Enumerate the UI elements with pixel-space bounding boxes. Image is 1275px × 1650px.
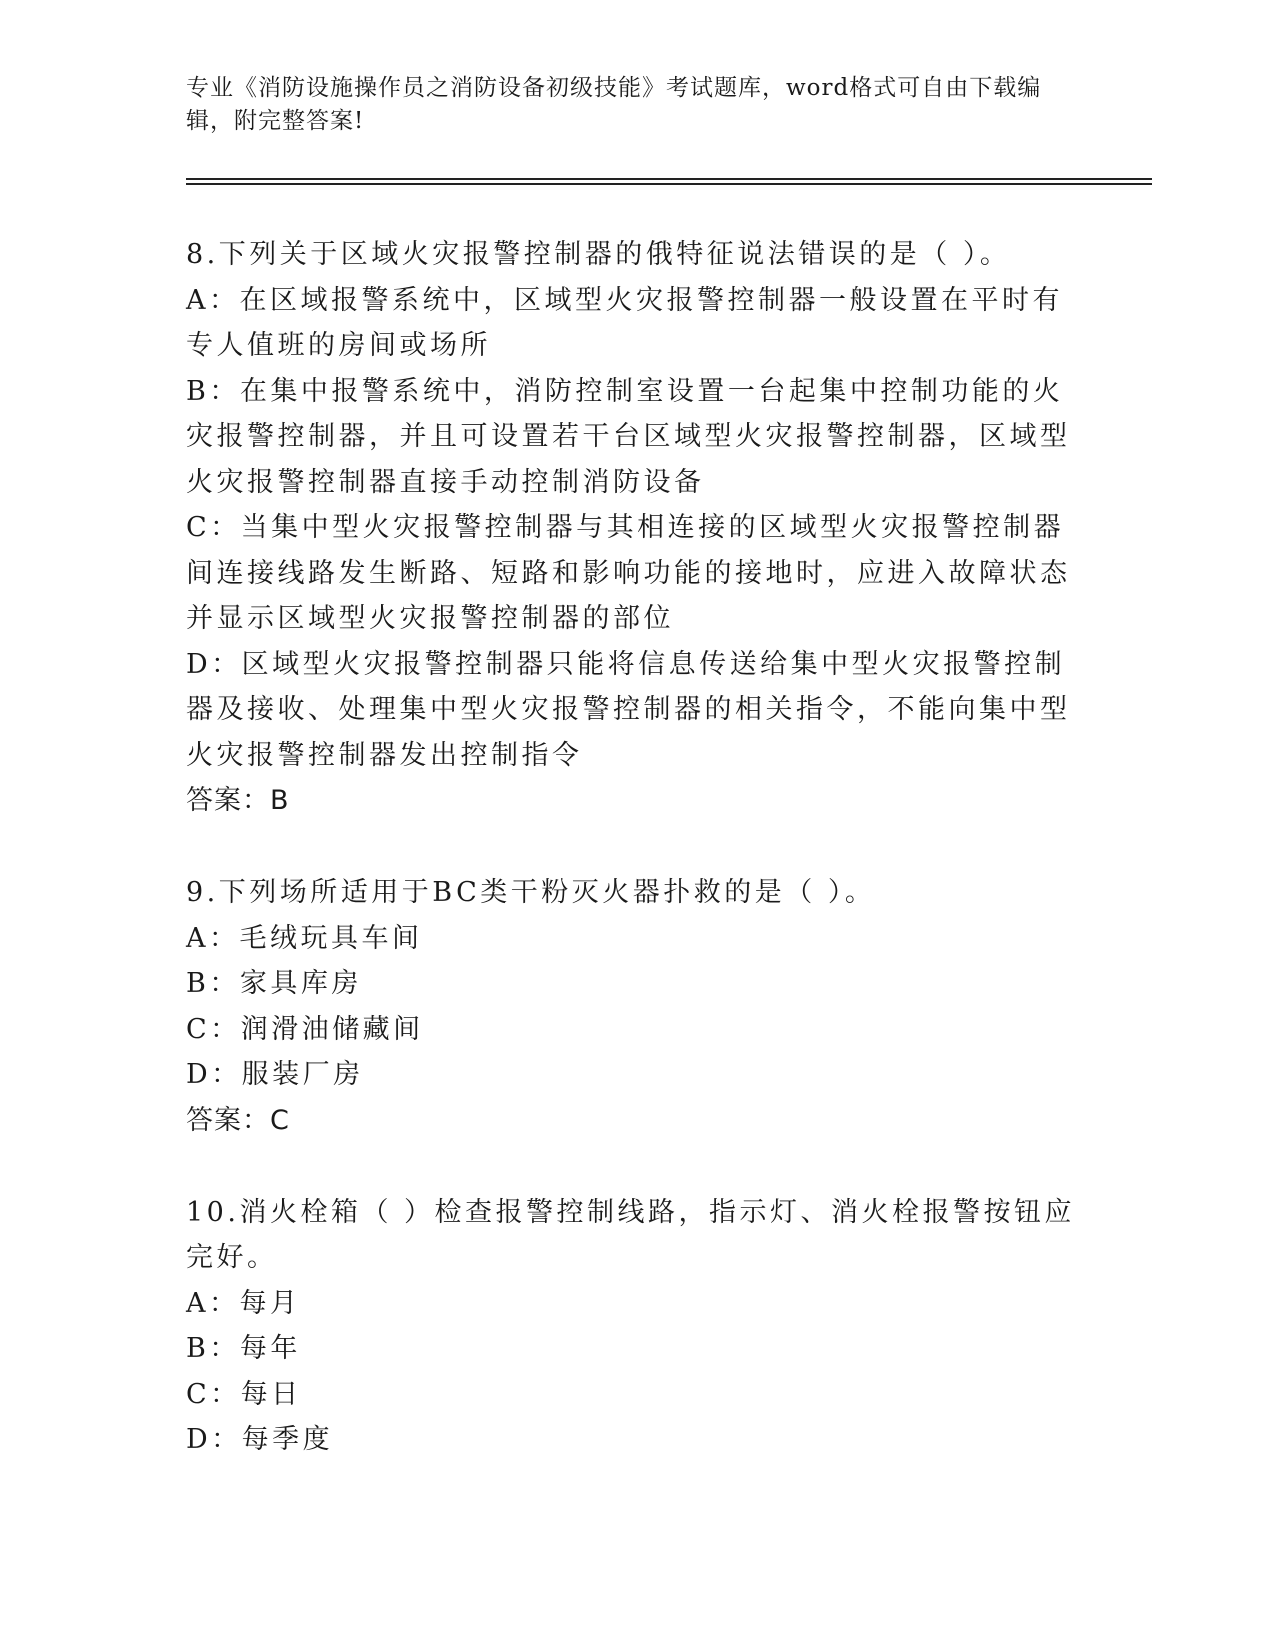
header-rule-bottom (186, 183, 1152, 185)
document-header (186, 72, 1066, 138)
option-b: B：在集中报警系统中，消防控制室设置一台起集中控制功能的火灾报警控制器，并且可设置若干台区域型火灾报警控制器，区域型火灾报警控制器直接手动控制消防设备 (186, 375, 1071, 498)
option-c: C：当集中型火灾报警控制器与其相连接的区域型火灾报警控制器间连接线路发生断路、短路和影响功能的接地时，应进入故障状态并显示区域型火灾报警控制器的部位 (186, 512, 1071, 634)
option-d: D：区域型火灾报警控制器只能将信息传送给集中型火灾报警控制器及接收、处理集中型火灾报警控制器的相关指令，不能向集中型火灾报警控制器发出控制指令 (186, 648, 1071, 771)
option-c: C：每日 (186, 1378, 302, 1410)
answer-label: 答案：B (186, 785, 290, 816)
header-intro-text: 专业《消防设施操作员之消防设备初级技能》考试题库，word格式可自由下载编辑，附完整答案! (186, 75, 1042, 134)
question-8 (186, 232, 1086, 824)
option-c: C：润滑油储藏间 (186, 1013, 424, 1045)
question-stem: 9.下列场所适用于BC类干粉灭火器扑救的是（ ）。 (186, 877, 876, 908)
answer-label: 答案：C (186, 1104, 290, 1136)
header-rule-top (186, 178, 1152, 180)
option-d: D：每季度 (186, 1424, 334, 1455)
option-b: B：每年 (186, 1333, 301, 1364)
option-b: B：家具库房 (186, 968, 362, 999)
option-a: A：毛绒玩具车间 (186, 922, 423, 954)
option-a: A：每月 (186, 1287, 301, 1319)
question-stem: 10.消火栓箱（ ）检查报警控制线路，指示灯、消火栓报警按钮应完好。 (186, 1196, 1076, 1273)
question-stem: 8.下列关于区域火灾报警控制器的俄特征说法错误的是（ ）。 (186, 239, 1011, 270)
question-9 (186, 870, 1086, 1144)
option-a: A：在区域报警系统中，区域型火灾报警控制器一般设置在平时有专人值班的房间或场所 (186, 284, 1063, 361)
question-10 (186, 1190, 1086, 1463)
question-list (186, 232, 1086, 1509)
option-d: D：服装厂房 (186, 1059, 364, 1090)
